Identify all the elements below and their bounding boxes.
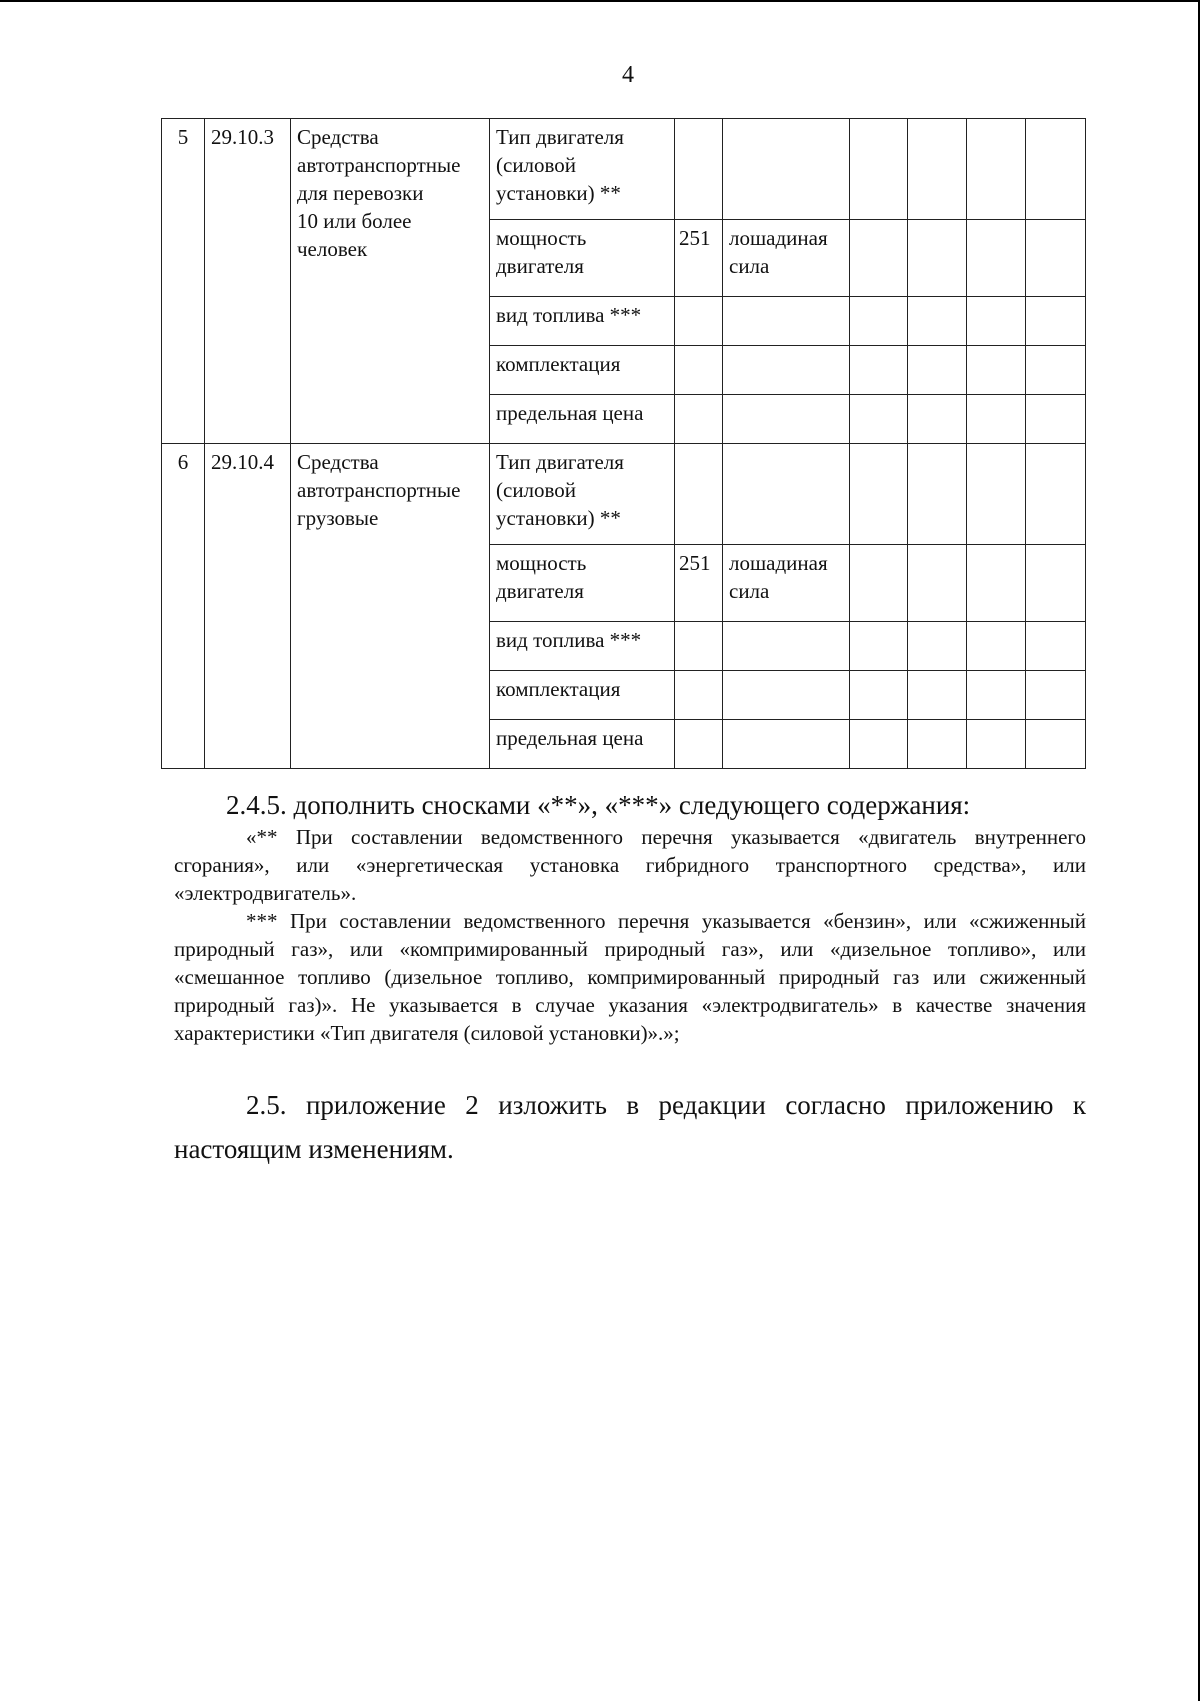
- product-name-line: автотранспортные: [297, 153, 461, 177]
- empty-value-cell: [908, 444, 967, 545]
- empty-value-cell: [850, 395, 908, 444]
- product-name-cell: [291, 119, 490, 444]
- empty-value-cell: [850, 720, 908, 769]
- unit-code-cell: [675, 346, 723, 395]
- characteristic-cell: комплектация: [490, 346, 675, 395]
- unit-code-cell: 251: [675, 545, 723, 622]
- specification-table: [161, 118, 1086, 769]
- section-2-5-paragraph: 2.5. приложение 2 изложить в редакции согласно приложению к настоящим изменениям.: [174, 1090, 1086, 1164]
- empty-value-cell: [908, 119, 967, 220]
- empty-value-cell: [850, 545, 908, 622]
- unit-name-cell: [723, 622, 850, 671]
- empty-value-cell: [967, 622, 1026, 671]
- product-name-line: 10 или более: [297, 209, 412, 233]
- table-body: [162, 119, 1086, 769]
- empty-value-cell: [850, 220, 908, 297]
- empty-value-cell: [967, 720, 1026, 769]
- empty-value-cell: [850, 444, 908, 545]
- unit-code-cell: [675, 671, 723, 720]
- product-name-line: грузовые: [297, 506, 379, 530]
- empty-value-cell: [967, 297, 1026, 346]
- unit-name-cell: [723, 297, 850, 346]
- product-name-line: Средства: [297, 125, 379, 149]
- unit-code-cell: [675, 622, 723, 671]
- okpd-code-cell: 29.10.3: [205, 119, 291, 444]
- empty-value-cell: [967, 545, 1026, 622]
- characteristic-cell: вид топлива ***: [490, 622, 675, 671]
- unit-code-cell: [675, 444, 723, 545]
- empty-value-cell: [1026, 622, 1086, 671]
- empty-value-cell: [908, 346, 967, 395]
- characteristic-cell: вид топлива ***: [490, 297, 675, 346]
- empty-value-cell: [908, 220, 967, 297]
- product-name-line: автотранспортные: [297, 478, 461, 502]
- empty-value-cell: [967, 220, 1026, 297]
- characteristic-cell: предельная цена: [490, 395, 675, 444]
- unit-code-cell: [675, 119, 723, 220]
- empty-value-cell: [967, 671, 1026, 720]
- empty-value-cell: [1026, 671, 1086, 720]
- characteristic-cell: Тип двигателя (силовой установки) **: [490, 444, 675, 545]
- footnote-triple-star: *** При составлении ведомственного перечня указывается «бензин», или «сжиженный природный газ», или «компримированный природный газ», или «дизельное топливо», или «смешанное топливо (дизельное топливо, компримированный природный газ или сжиженный природный газ)». Не указывается в случае указания «электродвигатель» в качестве значения характеристики «Тип двигателя (силовой установки)».»;: [174, 909, 1086, 1045]
- characteristic-cell: комплектация: [490, 671, 675, 720]
- empty-value-cell: [850, 119, 908, 220]
- empty-value-cell: [850, 297, 908, 346]
- characteristic-cell: мощность двигателя: [490, 545, 675, 622]
- unit-code-cell: [675, 297, 723, 346]
- table-row: [162, 444, 1086, 545]
- empty-value-cell: [1026, 297, 1086, 346]
- product-name-line: Средства: [297, 450, 379, 474]
- unit-name-cell: лошадиная сила: [723, 545, 850, 622]
- empty-value-cell: [967, 395, 1026, 444]
- unit-name-cell: [723, 395, 850, 444]
- unit-name-cell: [723, 720, 850, 769]
- product-name-cell: [291, 444, 490, 769]
- product-name-line: человек: [297, 237, 368, 261]
- empty-value-cell: [850, 671, 908, 720]
- empty-value-cell: [1026, 119, 1086, 220]
- product-name-line: для перевозки: [297, 181, 424, 205]
- empty-value-cell: [1026, 444, 1086, 545]
- empty-value-cell: [908, 720, 967, 769]
- unit-code-cell: 251: [675, 220, 723, 297]
- unit-name-cell: [723, 346, 850, 395]
- characteristic-cell: мощность двигателя: [490, 220, 675, 297]
- footnote-double-star: «** При составлении ведомственного перечня указывается «двигатель внутреннего сгорания», или «энергетическая установка гибридного транспортного средства», или «электродвигатель».: [174, 825, 1086, 905]
- okpd-code-cell: 29.10.4: [205, 444, 291, 769]
- empty-value-cell: [967, 119, 1026, 220]
- row-number-cell: 6: [162, 444, 205, 769]
- characteristic-cell: Тип двигателя (силовой установки) **: [490, 119, 675, 220]
- empty-value-cell: [1026, 220, 1086, 297]
- unit-name-cell: [723, 671, 850, 720]
- characteristic-cell: предельная цена: [490, 720, 675, 769]
- empty-value-cell: [850, 622, 908, 671]
- table-row: [162, 119, 1086, 220]
- empty-value-cell: [908, 671, 967, 720]
- empty-value-cell: [908, 622, 967, 671]
- empty-value-cell: [908, 545, 967, 622]
- row-number-cell: 5: [162, 119, 205, 444]
- empty-value-cell: [850, 346, 908, 395]
- unit-code-cell: [675, 720, 723, 769]
- empty-value-cell: [1026, 720, 1086, 769]
- unit-code-cell: [675, 395, 723, 444]
- empty-value-cell: [1026, 545, 1086, 622]
- section-2-4-5-heading: 2.4.5. дополнить сносками «**», «***» следующего содержания:: [226, 790, 971, 820]
- unit-name-cell: [723, 444, 850, 545]
- empty-value-cell: [967, 346, 1026, 395]
- unit-name-cell: [723, 119, 850, 220]
- page-number: 4: [622, 62, 634, 88]
- empty-value-cell: [1026, 346, 1086, 395]
- empty-value-cell: [967, 444, 1026, 545]
- unit-name-cell: лошадиная сила: [723, 220, 850, 297]
- empty-value-cell: [908, 395, 967, 444]
- empty-value-cell: [1026, 395, 1086, 444]
- empty-value-cell: [908, 297, 967, 346]
